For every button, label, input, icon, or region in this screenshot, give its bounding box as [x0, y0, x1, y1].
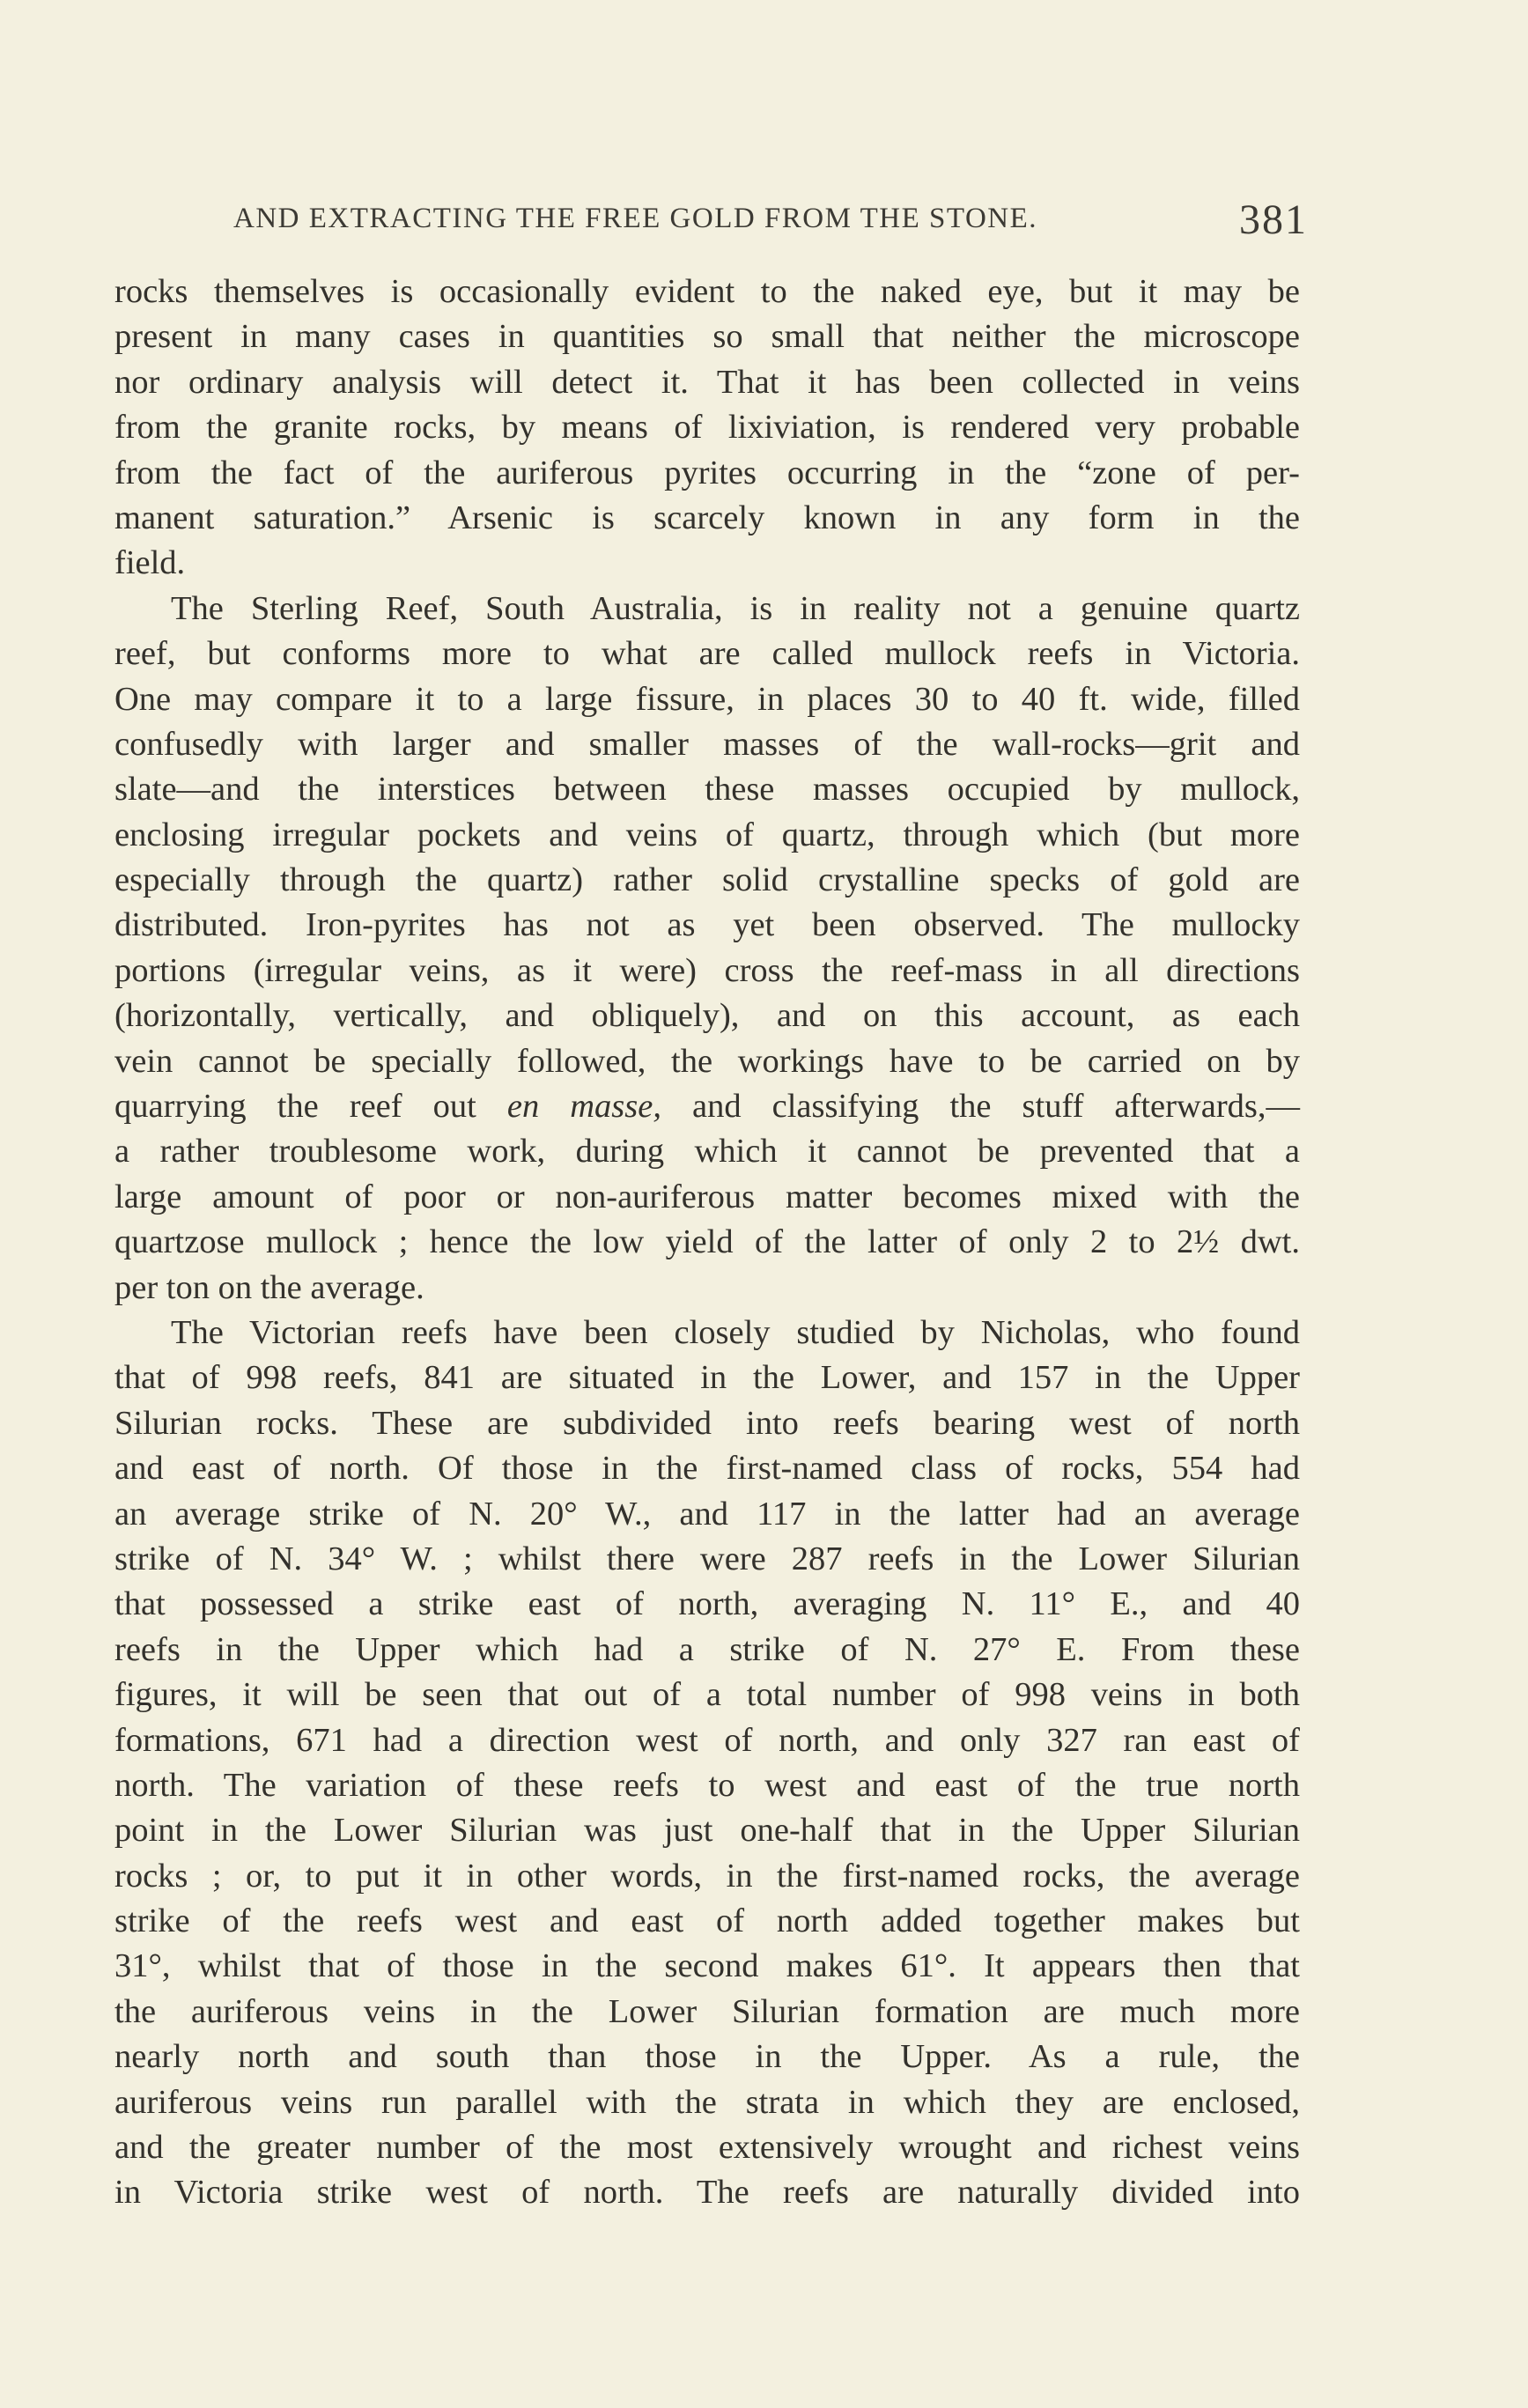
text-line: reefs in the Upper which had a strike of N. 27° E. From these [114, 1630, 1300, 1668]
text-line: field. [114, 544, 186, 582]
text-line: 31°, whilst that of those in the second makes 61°. It appears then that [114, 1947, 1300, 1985]
text-line: slate—and the interstices between these masses occupied by mullock, [114, 771, 1300, 809]
text-run: quarrying the reef out [114, 1088, 507, 1126]
text-line: reef, but conforms more to what are called mullock reefs in Victoria. [114, 635, 1300, 673]
text-line: The Victorian reefs have been closely studied by Nicholas, who found [171, 1313, 1300, 1351]
text-run: and classifying the stuff afterwards,— [661, 1088, 1301, 1126]
text-line: present in many cases in quantities so small that neither the microscope [114, 318, 1300, 356]
text-line: nearly north and south than those in the Upper. As a rule, the [114, 2038, 1300, 2076]
text-line: confusedly with larger and smaller masses of the wall-rocks—grit and [114, 725, 1300, 763]
text-line: from the fact of the auriferous pyrites occurring in the “zone of per- [114, 454, 1300, 491]
text-line: an average strike of N. 20° W., and 117 in the latter had an average [114, 1495, 1300, 1533]
text-line: vein cannot be specially followed, the workings have to be carried on by [114, 1042, 1300, 1080]
text-line: formations, 671 had a direction west of north, and only 327 ran east of [114, 1721, 1300, 1759]
text-line: north. The variation of these reefs to west and east of the true north [114, 1766, 1300, 1804]
text-line: that of 998 reefs, 841 are situated in the Lower, and 157 in the Upper [114, 1359, 1300, 1397]
text-line: strike of N. 34° W. ; whilst there were 287 reefs in the Lower Silurian [114, 1540, 1300, 1577]
text-line: nor ordinary analysis will detect it. That it has been collected in veins [114, 363, 1300, 401]
text-line: especially through the quartz) rather solid crystalline specks of gold are [114, 861, 1300, 899]
text-line: One may compare it to a large fissure, in places 30 to 40 ft. wide, filled [114, 680, 1300, 718]
text-line: portions (irregular veins, as it were) cross the reef-mass in all directions [114, 951, 1300, 989]
text-line: large amount of poor or non-auriferous matter becomes mixed with the [114, 1178, 1300, 1215]
text-line: and the greater number of the most extensively wrought and richest veins [114, 2129, 1300, 2167]
text-line: (horizontally, vertically, and obliquely), and on this account, as each [114, 997, 1300, 1035]
text-line: and east of north. Of those in the first-named class of rocks, 554 had [114, 1450, 1300, 1488]
text-line: a rather troublesome work, during which it cannot be prevented that a [114, 1133, 1300, 1171]
running-head [233, 196, 1308, 248]
body-text [114, 270, 1300, 2216]
text-line: auriferous veins run parallel with the strata in which they are enclosed, [114, 2083, 1300, 2121]
text-line: figures, it will be seen that out of a total number of 998 veins in both [114, 1676, 1300, 1714]
text-line: per ton on the average. [114, 1268, 424, 1306]
text-line: enclosing irregular pockets and veins of quartz, through which (but more [114, 816, 1300, 853]
text-line: the auriferous veins in the Lower Silurian formation are much more [114, 1992, 1300, 2030]
text-line: from the granite rocks, by means of lixiviation, is rendered very probable [114, 409, 1300, 447]
text-line: point in the Lower Silurian was just one-half that in the Upper Silurian [114, 1812, 1300, 1850]
text-line: rocks ; or, to put it in other words, in the first-named rocks, the average [114, 1857, 1300, 1895]
text-line: strike of the reefs west and east of north added together makes but [114, 1902, 1300, 1940]
text-line: that possessed a strike east of north, averaging N. 11° E., and 40 [114, 1585, 1300, 1623]
text-line: rocks themselves is occasionally evident to the naked eye, but it may be [114, 273, 1300, 310]
text-line: quartzose mullock ; hence the low yield of the latter of only 2 to 2½ dwt. [114, 1223, 1300, 1261]
page-number: 381 [1239, 196, 1308, 243]
text-line: in Victoria strike west of north. The reefs are naturally divided into [114, 2174, 1300, 2212]
text-line: The Sterling Reef, South Australia, is in reality not a genuine quartz [171, 589, 1300, 627]
text-line: distributed. Iron-pyrites has not as yet been observed. The mullocky [114, 906, 1300, 944]
text-line: manent saturation.” Arsenic is scarcely known in any form in the [114, 499, 1300, 536]
text-line: Silurian rocks. These are subdivided into reefs bearing west of north [114, 1404, 1300, 1442]
text-line-with-italic [114, 1084, 1300, 1129]
italic-phrase: en masse, [506, 1088, 661, 1126]
running-title: AND EXTRACTING THE FREE GOLD FROM THE STONE. [233, 203, 1038, 234]
